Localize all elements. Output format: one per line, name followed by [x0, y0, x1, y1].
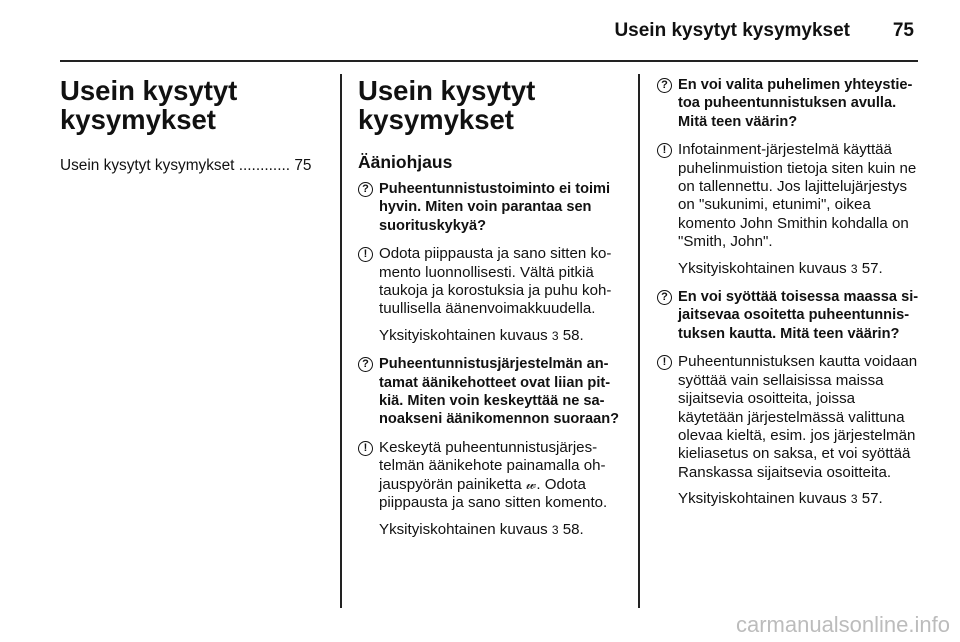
- steering-wheel-voice-button-icon: 𝓌: [525, 475, 537, 493]
- detail-prefix: Yksityiskohtainen kuvaus: [379, 326, 548, 344]
- watermark: carmanualsonline.info: [735, 612, 950, 637]
- detail-reference: [379, 521, 626, 539]
- section-heading-line1: Usein kysytyt: [358, 75, 536, 106]
- page-number: 75: [892, 20, 914, 41]
- answer-text-part2: . Odota piippausta ja sano sitten komento.: [379, 475, 608, 512]
- faq-question: [358, 355, 626, 429]
- detail-prefix: Yksityiskohtainen kuvaus: [678, 259, 847, 277]
- detail-reference: [379, 327, 626, 345]
- page-ref-arrow-icon: 3: [850, 492, 858, 507]
- detail-reference: [678, 260, 923, 278]
- toc-entry-page: 75: [294, 157, 312, 174]
- toc-entry-dots: ............: [234, 157, 295, 174]
- detail-prefix: Yksityiskohtainen kuvaus: [379, 520, 548, 538]
- faq-answer: [358, 245, 626, 319]
- page-ref-arrow-icon: 3: [850, 261, 858, 276]
- answer-text-part1: Keskeytä puheentunnistusjärjestelmän äänikehote painamalla ohjauspyörän painiketta: [379, 438, 606, 493]
- detail-page-link[interactable]: 57.: [861, 259, 883, 277]
- question-text: Puheentunnistusjärjestelmän antamat äänikehotteet ovat liian pitkiä. Miten voin keskeyttää ne sanoakseni äänikomennon suoraan?: [379, 356, 620, 428]
- subsection-title: Ääniohjaus: [358, 152, 453, 172]
- toc-title-line1: Usein kysytyt: [60, 75, 238, 106]
- detail-prefix: Yksityiskohtainen kuvaus: [678, 490, 847, 508]
- section-heading-line2: kysymykset: [358, 104, 514, 135]
- exclamation-icon: !: [358, 247, 373, 262]
- exclamation-icon: !: [657, 143, 672, 158]
- faq-answer: [358, 439, 626, 513]
- detail-page-link[interactable]: 58.: [562, 520, 584, 538]
- toc-title-line2: kysymykset: [60, 104, 216, 135]
- question-text: Puheentunnistustoiminto ei toimi hyvin. Miten voin parantaa sen suorituskykyä?: [379, 181, 611, 234]
- exclamation-icon: !: [358, 441, 373, 456]
- question-text: En voi valita puhelimen yhteystietoa puheentunnistuksen avulla. Mitä teen väärin?: [678, 77, 913, 130]
- column-divider-right: [638, 74, 640, 608]
- answer-text: [379, 439, 626, 513]
- question-text: En voi syöttää toisessa maassa sijaitsevaa osoitetta puheentunnistuksen kautta. Mitä teen väärin?: [678, 289, 919, 342]
- section-heading: [358, 76, 626, 134]
- question-icon: ?: [657, 78, 672, 93]
- header-rule: [60, 60, 918, 62]
- toc-entry-text: Usein kysytyt kysymykset: [60, 157, 235, 174]
- column-faq-continued: [657, 76, 923, 519]
- page-ref-arrow-icon: 3: [551, 522, 559, 537]
- column-divider-left: [340, 74, 342, 608]
- column-voice-control: [358, 76, 626, 549]
- faq-answer: [657, 353, 923, 482]
- exclamation-icon: !: [657, 355, 672, 370]
- detail-reference: [678, 490, 923, 508]
- faq-question: [657, 76, 923, 131]
- question-icon: ?: [358, 357, 373, 372]
- detail-page-link[interactable]: 57.: [861, 490, 883, 508]
- toc-entry[interactable]: [60, 156, 335, 176]
- page-ref-arrow-icon: 3: [551, 328, 559, 343]
- faq-answer: [657, 141, 923, 251]
- toc-title: [60, 76, 335, 134]
- running-header-title: Usein kysytyt kysymykset: [614, 20, 850, 41]
- question-icon: ?: [657, 290, 672, 305]
- column-toc: [60, 76, 335, 176]
- question-icon: ?: [358, 182, 373, 197]
- answer-text: Odota piippausta ja sano sitten komento luonnollisesti. Vältä pitkiä taukoja ja korostuksia ja puhu kohtuullisella äänenvoimakkuudella.: [379, 245, 612, 318]
- answer-text: Infotainment-järjestelmä käyttää puhelinmuistion tietoja siten kuin ne on tallennettu. Jos lajittelujärjestys on "sukunimi, etunimi", oikea komento John Smithin kohdalla on "Smith, John".: [678, 141, 917, 251]
- faq-question: [358, 180, 626, 235]
- detail-page-link[interactable]: 58.: [562, 326, 584, 344]
- faq-question: [657, 288, 923, 343]
- answer-text: Puheentunnistuksen kautta voidaan syöttää vain sellaisissa maissa sijaitsevia osoitteita, joissa käytetään järjestelmässä valittuna olevaa kieltä, esim. jos järjestelmän kieliasetus on saksa, et voi syöttää Ranskassa sijaitsevia osoitteita.: [678, 353, 918, 481]
